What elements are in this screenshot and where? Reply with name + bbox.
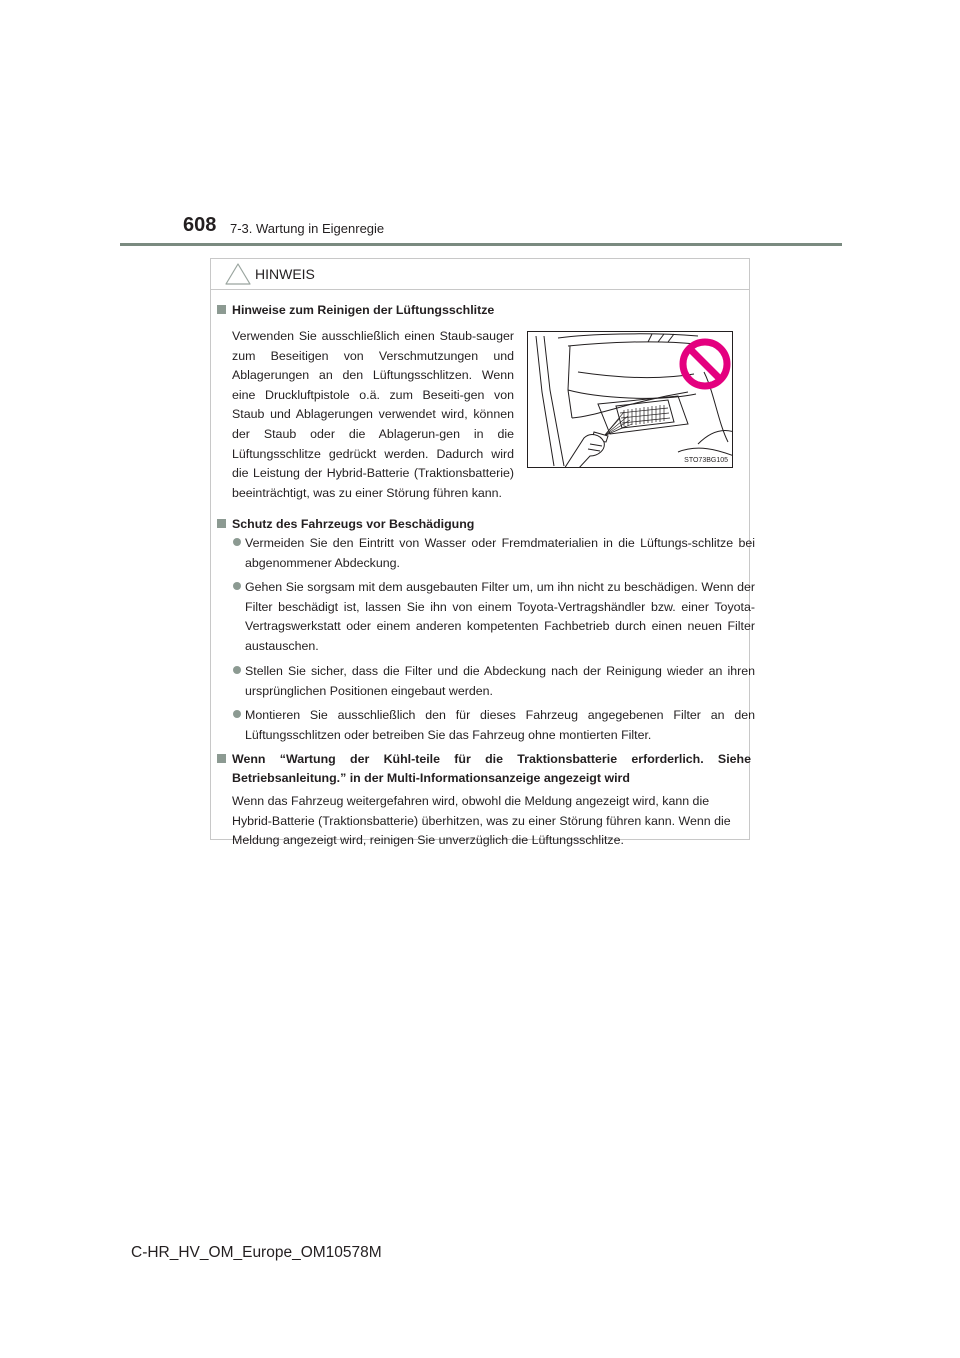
page-number: 608 <box>183 214 217 236</box>
list-item-text: Gehen Sie sorgsam mit dem ausgebauten Filter um, um ihn nicht zu beschädigen. Wenn der Filter beschädigt ist, lassen Sie ihn von einem Toyota-Vertragshändler bzw. einer Toyota-Vertragswerkstatt oder einem anderen kompetenten Fachbetrieb durch einen neuen Filter austauschen. <box>245 580 755 653</box>
section-heading-cleaning <box>217 301 494 320</box>
section-heading-text: Schutz des Fahrzeugs vor Beschädigung <box>232 517 475 531</box>
dot-bullet-icon <box>233 666 241 674</box>
vent-cleaning-illustration <box>528 332 733 468</box>
header-rule <box>120 243 842 246</box>
section-heading-protection <box>217 515 474 534</box>
list-item <box>233 662 755 701</box>
footer-code: C-HR_HV_OM_Europe_OM10578M <box>131 1244 382 1261</box>
list-item <box>233 578 755 656</box>
cleaning-paragraph: Verwenden Sie ausschließlich einen Staub-sauger zum Beseitigen von Verschmutzungen und Ablagerungen an den Lüftungsschlitzen. Wenn eine Druckluftpistole o.ä. zum Beseiti-gen von Staub und Ablagerungen verwendet wird, können der Staub oder die Ablagerun-gen in die Lüftungsschlitze gedrückt werden. Dadurch wird die Leistung der Hybrid-Batterie (Traktionsbatterie) beeinträchtigt, was zu einer Störung führen kann. <box>232 329 514 500</box>
notice-title: HINWEIS <box>255 266 315 282</box>
square-bullet-icon <box>217 519 226 528</box>
maintenance-paragraph: Wenn das Fahrzeug weitergefahren wird, obwohl die Meldung angezeigt wird, kann die Hybrid-Batterie (Traktionsbatterie) überhitzen, was zu einer Störung führen kann. Wenn die Meldung angezeigt wird, reinigen Sie unverzüglich die Lüftungsschlitze. <box>232 794 731 848</box>
illustration-code: STO73BG105 <box>684 457 728 464</box>
list-item-text: Montieren Sie ausschließlich den für dieses Fahrzeug angegebenen Filter an den Lüftungsschlitzen oder betreiben Sie das Fahrzeug ohne montierten Filter. <box>245 708 755 742</box>
square-bullet-icon <box>217 305 226 314</box>
dot-bullet-icon <box>233 582 241 590</box>
section-title: 7-3. Wartung in Eigenregie <box>230 221 385 236</box>
list-item <box>233 706 755 745</box>
section-heading-maintenance-message <box>217 750 751 788</box>
notice-header <box>211 259 749 290</box>
list-item-text: Stellen Sie sicher, dass die Filter und die Abdeckung nach der Reinigung wieder an ihren ursprünglichen Positionen eingebaut werden. <box>245 664 755 698</box>
list-item <box>233 534 755 573</box>
square-bullet-icon <box>217 754 226 763</box>
section-heading-text: Wenn “Wartung der Kühl-teile für die Traktionsbatterie erforderlich. Siehe Betriebsanleitung.” in der Multi-Informationsanzeige angezeigt wird <box>232 752 751 785</box>
notice-box <box>210 258 755 848</box>
dot-bullet-icon <box>233 710 241 718</box>
warning-icon <box>225 263 251 285</box>
section-heading-text: Hinweise zum Reinigen der Lüftungsschlitze <box>232 303 495 317</box>
list-item-text: Vermeiden Sie den Eintritt von Wasser oder Fremdmaterialien in die Lüftungs-schlitze bei abgenommener Abdeckung. <box>245 536 755 570</box>
dot-bullet-icon <box>233 538 241 546</box>
illustration <box>527 331 733 468</box>
